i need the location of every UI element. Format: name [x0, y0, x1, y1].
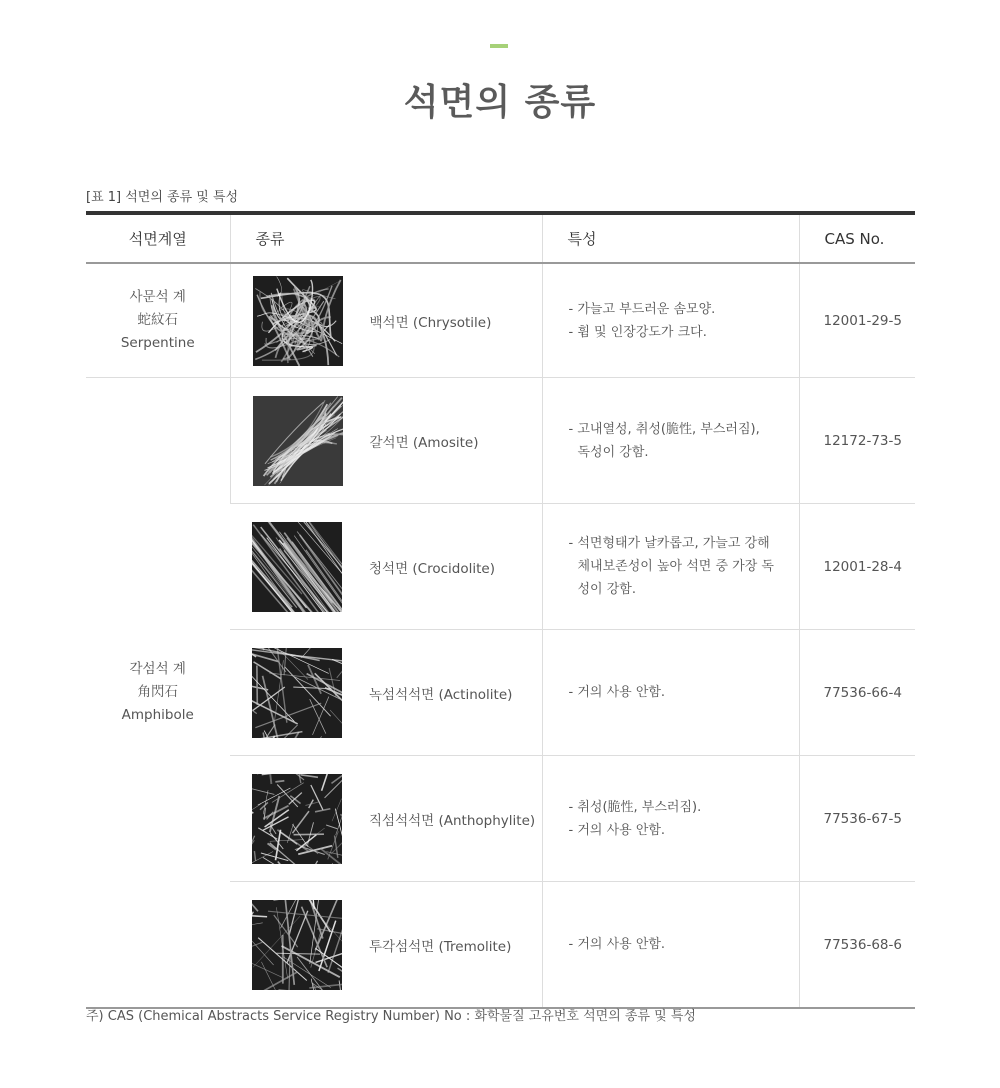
- props-cell: [542, 378, 799, 504]
- fiber-image: [252, 900, 342, 990]
- cas-number: 77536-66-4: [799, 630, 915, 756]
- prop-line: - 거의 사용 안함.: [568, 685, 666, 700]
- group-name-en: Serpentine: [120, 335, 195, 351]
- props-cell: [542, 504, 799, 630]
- group-amphibole: [86, 378, 230, 1009]
- table-caption: [표 1] 석면의 종류 및 특성: [86, 190, 239, 205]
- prop-line: - 거의 사용 안함.: [568, 937, 666, 952]
- fiber-image: [252, 774, 342, 864]
- kind-name: 녹섬석석면 (Actinolite): [369, 686, 513, 703]
- fiber-image: [253, 396, 343, 486]
- props-cell: [542, 756, 799, 882]
- table-header-row: [86, 213, 915, 263]
- kind-cell: [230, 882, 542, 1009]
- kind-cell: [230, 378, 542, 504]
- prop-line: - 석면형태가 날카롭고, 가늘고 강해 체내보존성이 높아 석면 중 가장 독성이 강함.: [568, 536, 774, 597]
- cas-number: 12172-73-5: [799, 378, 915, 504]
- prop-line: - 휨 및 인장강도가 크다.: [568, 324, 707, 340]
- prop-line: - 취성(脆性, 부스러짐).: [568, 799, 702, 815]
- prop-line: - 거의 사용 안함.: [568, 822, 666, 838]
- fiber-image: [252, 648, 342, 738]
- cas-number: 77536-67-5: [799, 756, 915, 882]
- cas-number: 77536-68-6: [799, 882, 915, 1009]
- prop-line: - 가늘고 부드러운 솜모양.: [568, 301, 716, 317]
- group-name-ko: 사문석 계: [129, 289, 186, 305]
- props-cell: [542, 882, 799, 1009]
- header-props: 특성: [542, 213, 799, 263]
- group-name-ko: 각섬석 계: [129, 661, 186, 677]
- kind-name: 갈석면 (Amosite): [369, 434, 479, 451]
- kind-name: 청석면 (Crocidolite): [369, 560, 495, 577]
- footnote: 주) CAS (Chemical Abstracts Service Registry Number) No : 화학물질 고유번호 석면의 종류 및 특성: [86, 1009, 696, 1024]
- props-cell: [542, 263, 799, 378]
- page-title: 석면의 종류: [403, 82, 597, 123]
- fiber-image: [252, 522, 342, 612]
- group-name-hanja: 蛇紋石: [137, 312, 178, 328]
- cas-number: 12001-29-5: [799, 263, 915, 378]
- group-name-en: Amphibole: [121, 707, 194, 723]
- table-row: [86, 378, 915, 504]
- kind-cell: [230, 630, 542, 756]
- fiber-image: [253, 276, 343, 366]
- table-row: [86, 263, 915, 378]
- header-kind: 종류: [230, 213, 542, 263]
- kind-name: 백석면 (Chrysotile): [369, 314, 492, 331]
- prop-line: - 고내열성, 취성(脆性, 부스러짐), 독성이 강함.: [568, 421, 760, 460]
- header-cas: CAS No.: [799, 213, 915, 263]
- cas-number: 12001-28-4: [799, 504, 915, 630]
- props-cell: [542, 630, 799, 756]
- asbestos-table: [86, 211, 915, 1009]
- header-group: 석면계열: [86, 213, 230, 263]
- kind-cell: [230, 263, 542, 378]
- group-serpentine: [86, 263, 230, 378]
- group-name-hanja: 角閃石: [137, 684, 178, 700]
- kind-name: 직섬석석면 (Anthophylite): [369, 812, 536, 829]
- kind-cell: [230, 756, 542, 882]
- title-accent-bar: [490, 44, 508, 48]
- kind-name: 투각섬석면 (Tremolite): [369, 938, 512, 955]
- kind-cell: [230, 504, 542, 630]
